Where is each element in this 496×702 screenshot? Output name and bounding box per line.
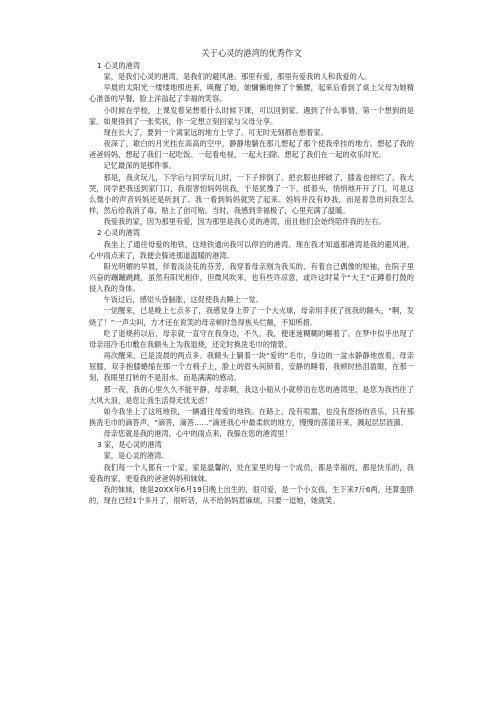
paragraph: 我坐上了通往母爱的地铁，这地铁通向我可以停泊的港湾。现在我才知道那港湾是我的避风港，心中雨点来了，我便会躲进那道温暖的港湾。	[89, 239, 414, 260]
paragraph: 家，是心灵的港湾。	[103, 451, 169, 461]
section-heading: 2 心灵的港湾	[97, 228, 141, 238]
paragraph: 那是，我贪玩儿，下学后与同学玩儿时，一下子摔倒了。把衣服也摔破了，膝盖也摔烂了，我大哭，同学把我送到家门口，我很害怕妈妈说我，于是犹豫了一下，抵着头，悄悄地开开了门，可是这么微小的声音妈妈还是听到了。我一看到妈妈就哭了起来。妈妈并没有吵我，而是着急的问我怎么样，然后给我消了毒，贴上了创可贴。当时，我感到幸福极了，心里充满了温暖。	[89, 172, 414, 216]
paragraph: 夜深了，歇白的月光挂在高高的空中，静静地躺在那儿想起了那个使我牵挂的地方。想起了我的爸爸妈妈、想起了我们一起吃饭、一起看电视、一起大扫除、想起了我们在一起的欢乐时光。	[89, 139, 414, 160]
section-heading: 3 家，是心灵的港湾	[97, 440, 162, 450]
paragraph: 记忆最深的是那件事。	[103, 161, 176, 171]
paragraph: 我们每一个人都有一个家，家是温馨的，处在家里的每一个成员，都是幸福的，都是快乐的，我爱我的家，更爱我的爸爸妈妈和妹妹。	[89, 462, 414, 483]
paragraph: 一觉醒来，已是晚上七点多了，我感觉身上带了一个大火球，母亲用手抚了抚我的额头，“啊，发烧了！”一声尖叫，方才还在说笑的母亲顿时急得焦头烂额，不知所措。	[89, 306, 414, 327]
paragraph: 我爱我的家，因为那里有爱，因为那里是我心灵的港湾，而且他们会始终陪伴我的左右。	[103, 217, 386, 227]
paragraph: 我的妹妹，她是20XX年6月19日晚上出生的，很可爱，是一个小女孩，生下来7斤6两，还算蛮胖的，现在已经1个多月了，很听话，从不给妈妈惹麻烦，只要一逗她，她就笑。	[89, 484, 414, 506]
paragraph: 小时候在学校，上课发着呆想着什么时候下课，可以回到家。遇到了什么事情，第一个想到的是家。如果得到了一张奖状，你一定想立刻回家与父母分享。	[89, 105, 414, 126]
paragraph: 吃了退烧药以后，母亲就一直守在我身边，不久，我，便迷迷糊糊的睡着了。在梦中似乎出现了母亲用冷毛巾敷在我额头上为我退烧，还定时换洗毛巾的情景。	[89, 328, 414, 349]
section-heading: 1 心灵的港湾	[97, 61, 141, 70]
document-title: 关于心灵的港湾的优秀作文	[201, 48, 302, 58]
paragraph: 母亲您就是我的港湾，心中的雨点来，我躲在您的港湾里！	[103, 429, 292, 439]
paragraph: 阳光明媚的早晨，伴着淡淡花的芬芳，我穿着母亲刚为我买的、有着自己偶像的短袖，在院子里兴奋的蹦蹦跳跳，虽然有阳光相伴，但微风吹来，也有些许凉意，或许这时某个“大王”正蹲着打鼓的侵入我的身体。	[89, 261, 414, 294]
document-body	[89, 60, 414, 506]
paragraph: 家，是我们心灵的港湾，是我们的避风港。那里有爱，那里有爱我的人和我爱的人。	[103, 72, 372, 82]
paragraph: 现在长大了，要到一个离家远的地方上学了。可无时无刻都在想着家。	[103, 127, 328, 137]
paragraph: 早晨的太阳光一缕缕地照进来，唤醒了她，她慵懒地伸了个懒腰，起来后看到了桌上父母为她精心准备的早餐，脸上洋溢起了幸福的笑容。	[89, 83, 414, 104]
paragraph: 午饭过后，感觉头昏脑胀，这促使我去睡上一觉。	[103, 295, 263, 305]
paragraph: 如今我坐上了这班地铁，一辆通往母爱的地铁。在路上，没有喧嚣，也没有悠扬的音乐，只有那换洗毛巾的滴答声，“滴答，滴答……”滴进我心中最柔软的地方，慢慢的荡漾开来，溅起层层涟漪。	[89, 406, 414, 427]
paragraph: 再次醒来，已是凌晨的两点多。我额头上躺着一块“爱的”毛巾，身边的一盆水静静地放着，母亲屈膝，双手抱膝蜷缩在那一个方椅子上，脸上的眉头间锁着，安静的睡着，我顿时热泪盈眶，在那一刻，我眼里打转的不是泪水，而是满满的感动。	[89, 351, 414, 383]
paragraph: 那一夜，我的心里久久不能平静，母亲啊，我这小船从小就停泊在您的港湾里，是您为我挡住了大风大浪，是您让我生活得无忧无虑！	[89, 384, 414, 405]
